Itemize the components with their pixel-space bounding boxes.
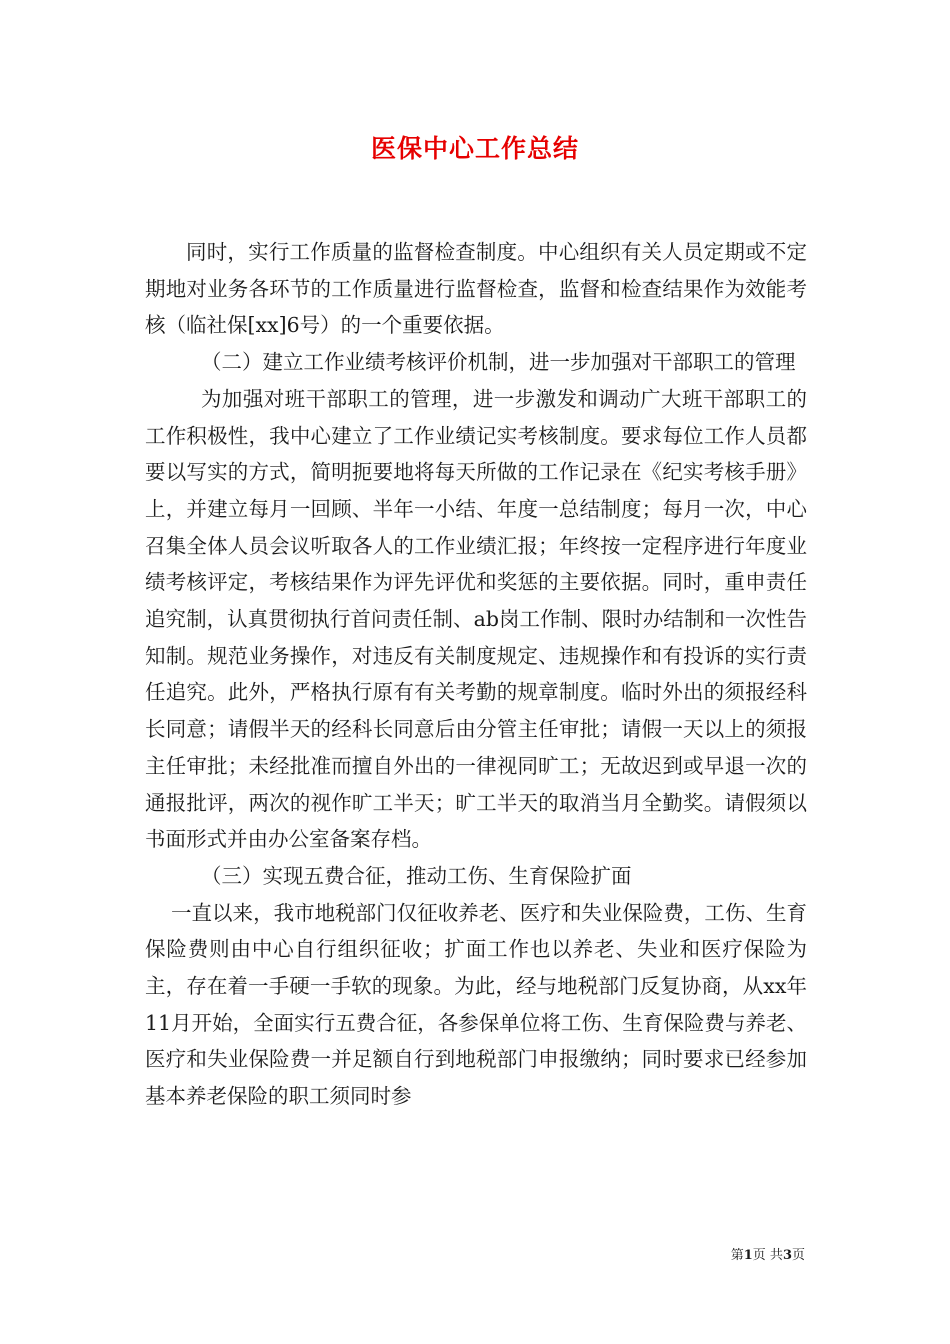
section-heading-2: （二）建立工作业绩考核评价机制，进一步加强对干部职工的管理 [201, 350, 796, 375]
paragraph-performance-assessment: 为加强对班干部职工的管理，进一步激发和调动广大班干部职工的工作积极性，我中心建立了工作业绩记实考核制度。要求每位工作人员都要以写实的方式，简明扼要地将每天所做的工作记录在《纪实考核手册》上，并建立每月一回顾、半年一小结、年度一总结制度；每月一次，中心召集全体人员会议听取各人的工作业绩汇报；年终按一定程序进行年度业绩考核评定，考核结果作为评先评优和奖惩的主要依据。同时，重申责任追究制，认真贯彻执行首问责任制、ab岗工作制、限时办结制和一次性告知制。规范业务操作，对违反有关制度规定、违规操作和有投诉的实行责任追究。此外，严格执行原有有关考勤的规章制度。临时外出的须报经科长同意；请假半天的经科长同意后由分管主任审批；请假一天以上的须报主任审批；未经批准而擅自外出的一律视同旷工；无故迟到或早退一次的通报批评，两次的视作旷工半天；旷工半天的取消当月全勤奖。请假须以书面形式并由办公室备案存档。 [145, 386, 807, 852]
footer-prefix: 第 [730, 1248, 744, 1263]
footer-current-page: 1 [743, 1248, 753, 1263]
section-heading-3: （三）实现五费合征，推动工伤、生育保险扩面 [201, 863, 632, 888]
footer-suffix: 页 [791, 1248, 805, 1263]
paragraph-supervision: 同时，实行工作质量的监督检查制度。中心组织有关人员定期或不定期地对业务各环节的工作质量进行监督检查，监督和检查结果作为效能考核（临社保[xx]6号）的一个重要依据。 [145, 240, 807, 338]
footer-total-pages: 3 [782, 1248, 792, 1263]
page-number-footer [731, 1247, 805, 1265]
document-title: 医保中心工作总结 [370, 134, 579, 163]
document-body [145, 234, 807, 1115]
paragraph-five-fees: 一直以来，我市地税部门仅征收养老、医疗和失业保险费，工伤、生育保险费则由中心自行组织征收；扩面工作也以养老、失业和医疗保险为主，存在着一手硬一手软的现象。为此，经与地税部门反复协商，从xx年11月开始，全面实行五费合征，各参保单位将工伤、生育保险费与养老、医疗和失业保险费一并足额自行到地税部门申报缴纳；同时要求已经参加基本养老保险的职工须同时参 [145, 900, 807, 1109]
footer-middle: 页 共 [752, 1248, 783, 1263]
